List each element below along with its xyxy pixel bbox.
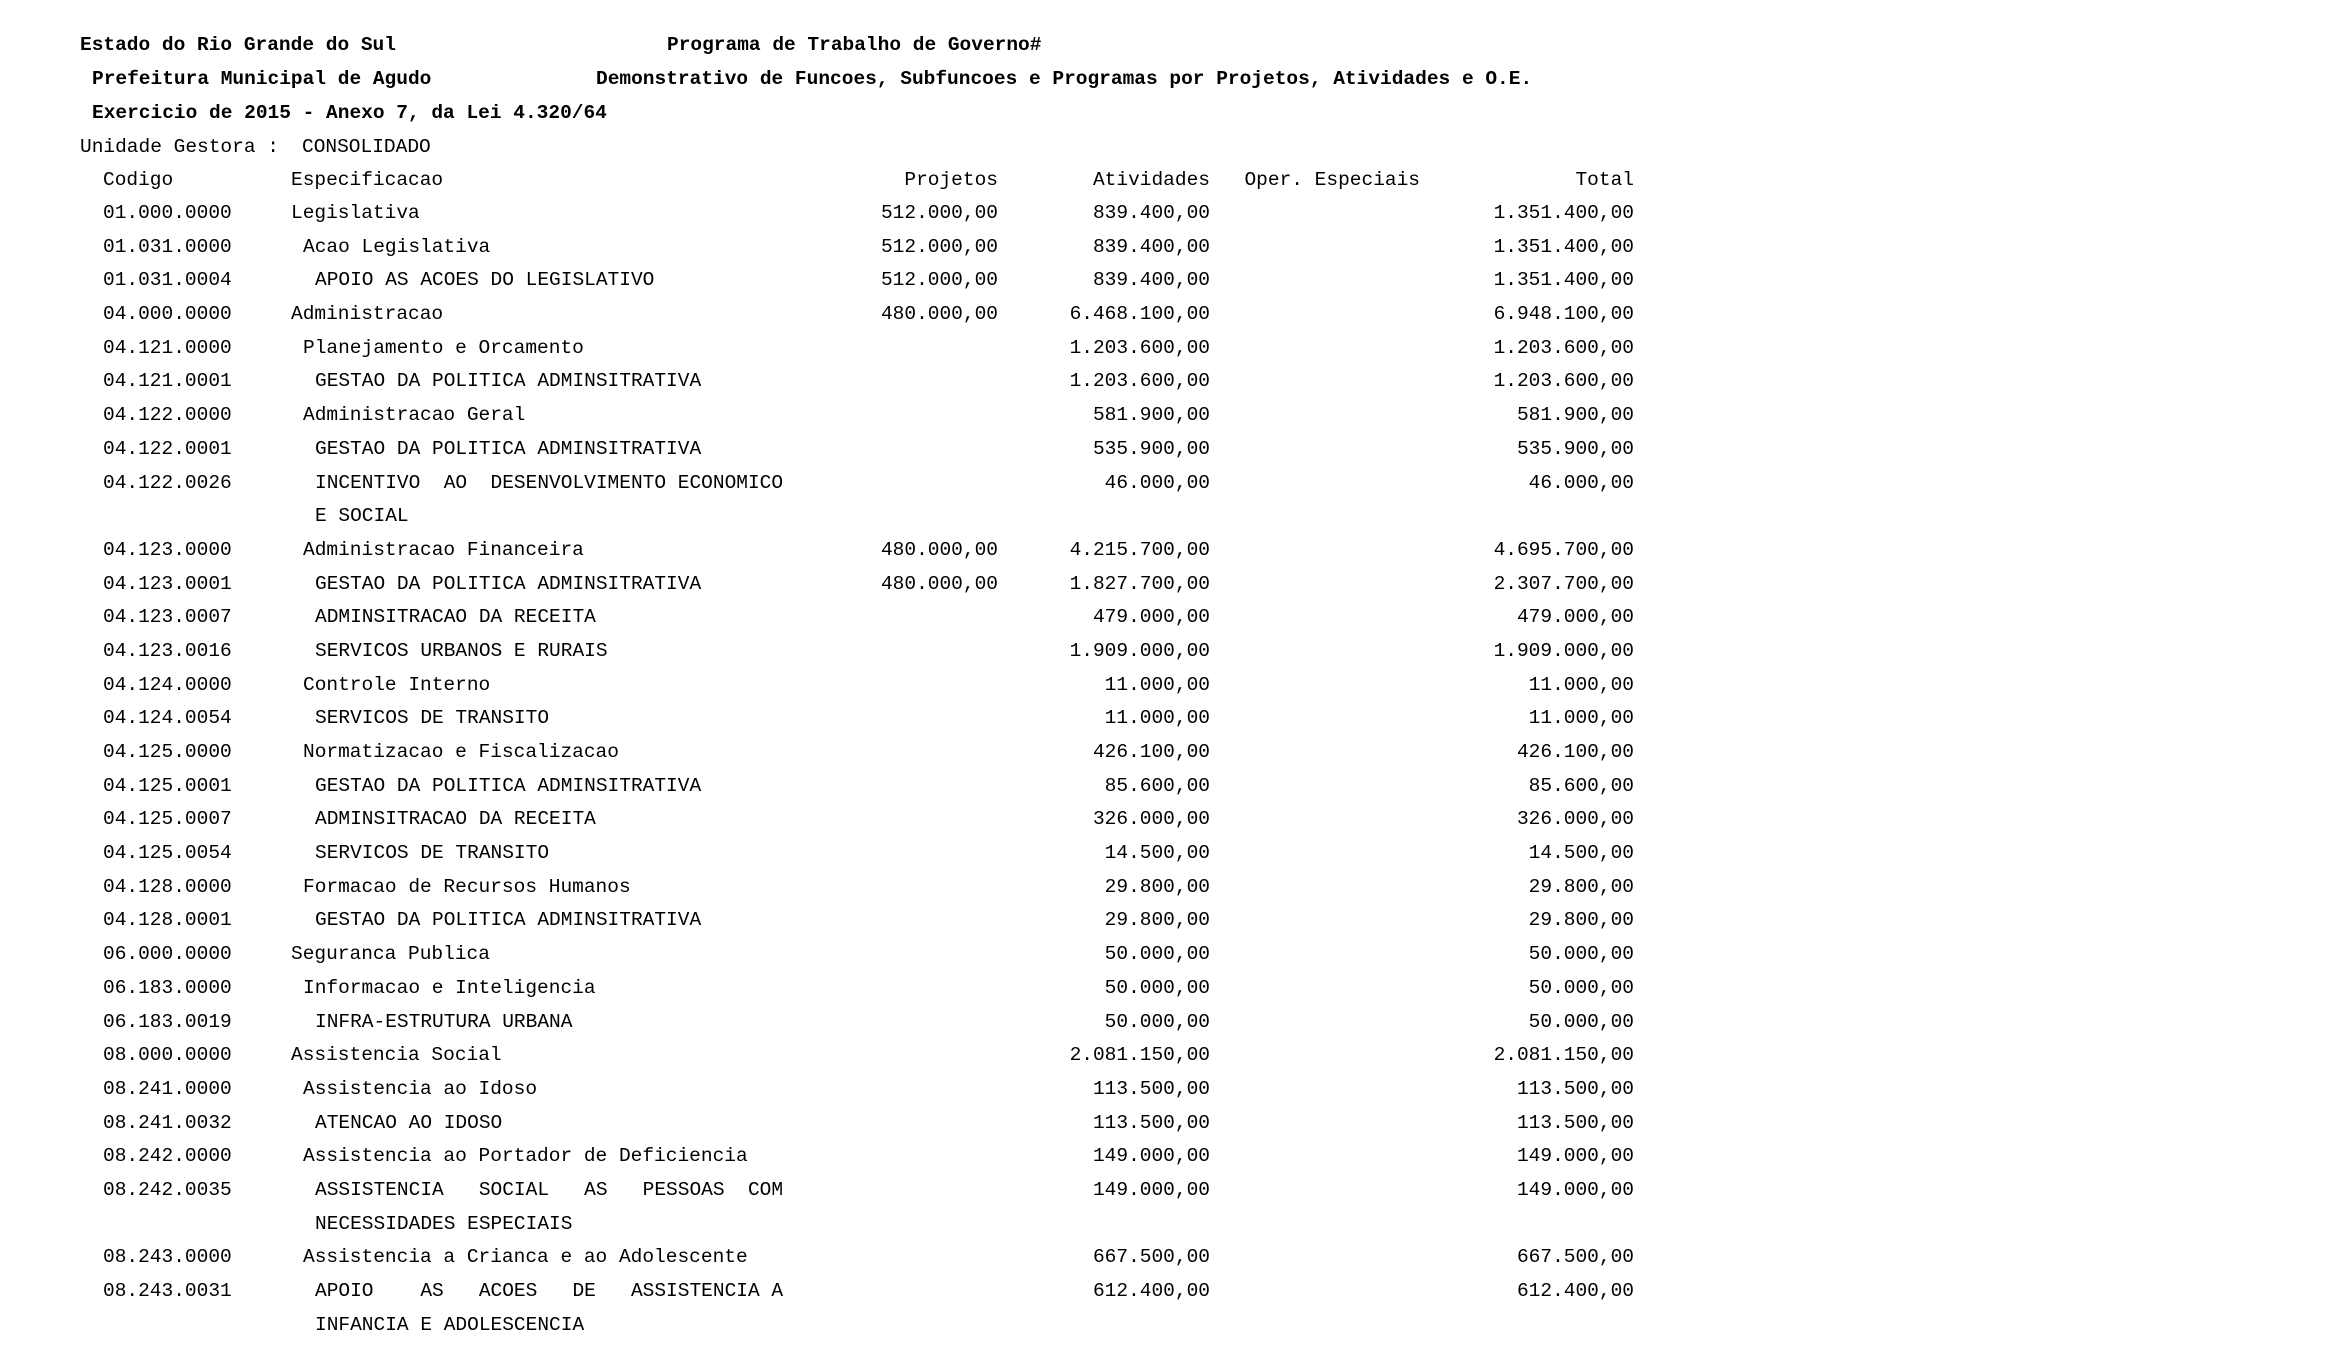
report-subtitle: Demonstrativo de Funcoes, Subfuncoes e Programas por Projetos, Atividades e O.E. [596,68,1533,90]
table-row [0,1107,1700,1141]
row-activities: 149.000,00 [1092,1178,1210,1201]
row-total: 1.203.600,00 [1493,336,1634,359]
row-description: Normatizacao e Fiscalizacao [303,741,619,763]
row-projects: 512.000,00 [880,235,998,258]
table-row [0,601,1700,635]
row-total: 535.900,00 [1516,437,1634,460]
row-code: 04.122.0000 [103,404,232,427]
row-code: 08.000.0000 [103,1044,232,1067]
row-description: Administracao Financeira [303,538,584,561]
row-description: ADMINSITRACAO DA RECEITA [315,606,596,629]
table-row [0,1073,1700,1107]
row-total: 50.000,00 [1528,1010,1634,1033]
row-activities: 14.500,00 [1104,842,1210,865]
row-activities: 29.800,00 [1104,875,1210,898]
exercise-line: Exercicio de 2015 - Anexo 7, da Lei 4.320/64 [92,102,607,124]
row-total: 50.000,00 [1528,943,1634,966]
row-description: Administracao Geral [303,404,526,427]
table-row [0,467,1700,501]
row-activities: 839.400,00 [1092,235,1210,258]
row-code: 04.123.0000 [103,538,232,561]
row-code: 04.000.0000 [103,303,232,326]
row-code: 04.128.0000 [103,875,232,898]
row-total: 113.500,00 [1516,1111,1634,1134]
row-activities: 11.000,00 [1104,707,1210,730]
table-row [0,534,1700,568]
row-description: SERVICOS DE TRANSITO [315,842,550,865]
row-activities: 50.000,00 [1104,976,1210,999]
table-row [0,1241,1700,1275]
row-total: 1.351.400,00 [1493,202,1634,224]
row-code: 08.242.0000 [103,1145,232,1168]
row-total: 426.100,00 [1516,741,1634,763]
row-activities: 1.909.000,00 [1069,639,1210,662]
row-activities: 6.468.100,00 [1069,303,1210,326]
row-description: GESTAO DA POLITICA ADMINSITRATIVA [315,774,702,797]
row-code: 04.122.0026 [103,471,232,494]
row-description: ADMINSITRACAO DA RECEITA [315,808,596,831]
row-total: 1.203.600,00 [1493,370,1634,393]
column-header-code: Codigo [103,169,174,191]
row-total: 581.900,00 [1516,404,1634,427]
row-code: 04.121.0000 [103,336,232,359]
row-description: Planejamento e Orcamento [303,336,584,359]
table-row [0,197,1700,231]
row-description: Administracao [291,303,444,326]
row-total: 29.800,00 [1528,875,1634,898]
table-row [0,298,1700,332]
row-total: 479.000,00 [1516,606,1634,629]
table-row [0,770,1700,804]
row-activities: 612.400,00 [1092,1280,1210,1302]
row-description: APOIO AS ACOES DE ASSISTENCIA A [315,1280,784,1302]
column-header-special-ops: Oper. Especiais [1244,169,1420,191]
row-description: SERVICOS DE TRANSITO [315,707,550,730]
row-description: SERVICOS URBANOS E RURAIS [315,639,608,662]
row-activities: 113.500,00 [1092,1111,1210,1134]
row-description: Controle Interno [303,673,491,696]
row-projects: 480.000,00 [880,572,998,595]
row-description: NECESSIDADES ESPECIAIS [315,1212,573,1235]
table-row [0,669,1700,703]
row-description: APOIO AS ACOES DO LEGISLATIVO [315,269,655,292]
row-projects: 512.000,00 [880,269,998,292]
row-code: 08.241.0000 [103,1077,232,1100]
row-total: 667.500,00 [1516,1246,1634,1269]
row-description: GESTAO DA POLITICA ADMINSITRATIVA [315,572,702,595]
row-activities: 11.000,00 [1104,673,1210,696]
row-description: Assistencia ao Idoso [303,1077,538,1100]
row-activities: 29.800,00 [1104,909,1210,932]
row-code: 01.031.0000 [103,235,232,258]
table-row [0,736,1700,770]
row-code: 08.241.0032 [103,1111,232,1134]
row-description: Assistencia Social [291,1044,502,1067]
row-description: Acao Legislativa [303,235,491,258]
row-code: 04.125.0007 [103,808,232,831]
row-projects: 512.000,00 [880,202,998,224]
table-row [0,568,1700,602]
table-row [0,871,1700,905]
row-code: 04.123.0001 [103,572,232,595]
row-total: 6.948.100,00 [1493,303,1634,326]
program-title: Programa de Trabalho de Governo# [667,34,1042,56]
row-description: E SOCIAL [315,505,409,528]
row-activities: 839.400,00 [1092,202,1210,224]
table-row [0,399,1700,433]
row-description: ATENCAO AO IDOSO [315,1111,503,1134]
row-description: Informacao e Inteligencia [303,976,596,999]
column-header-activities: Atividades [1092,169,1210,191]
row-total: 2.081.150,00 [1493,1044,1634,1067]
table-row [0,938,1700,972]
row-activities: 113.500,00 [1092,1077,1210,1100]
row-code: 04.124.0054 [103,707,232,730]
row-activities: 326.000,00 [1092,808,1210,831]
row-activities: 149.000,00 [1092,1145,1210,1168]
table-row [0,1039,1700,1073]
row-activities: 46.000,00 [1104,471,1210,494]
row-activities: 667.500,00 [1092,1246,1210,1269]
row-code: 01.031.0004 [103,269,232,292]
row-code: 06.183.0019 [103,1010,232,1033]
row-activities: 2.081.150,00 [1069,1044,1210,1067]
row-total: 46.000,00 [1528,471,1634,494]
table-row [0,365,1700,399]
table-row [0,803,1700,837]
row-code: 04.123.0016 [103,639,232,662]
row-activities: 1.203.600,00 [1069,370,1210,393]
row-code: 04.123.0007 [103,606,232,629]
row-activities: 535.900,00 [1092,437,1210,460]
table-row [0,1174,1700,1208]
row-total: 113.500,00 [1516,1077,1634,1100]
row-activities: 581.900,00 [1092,404,1210,427]
row-total: 14.500,00 [1528,842,1634,865]
row-code: 04.122.0001 [103,437,232,460]
row-code: 08.243.0000 [103,1246,232,1269]
unit-value: CONSOLIDADO [302,136,431,158]
row-description: INFANCIA E ADOLESCENCIA [315,1313,585,1336]
row-total: 326.000,00 [1516,808,1634,831]
row-total: 1.909.000,00 [1493,639,1634,662]
municipality-name: Prefeitura Municipal de Agudo [92,68,432,90]
row-projects: 480.000,00 [880,538,998,561]
row-total: 149.000,00 [1516,1178,1634,1201]
row-activities: 479.000,00 [1092,606,1210,629]
table-row [0,904,1700,938]
row-description: GESTAO DA POLITICA ADMINSITRATIVA [315,370,702,393]
row-activities: 426.100,00 [1092,741,1210,763]
row-total: 1.351.400,00 [1493,235,1634,258]
row-activities: 50.000,00 [1104,1010,1210,1033]
table-row [0,433,1700,467]
table-row [0,1140,1700,1174]
table-row [0,332,1700,366]
column-header-projects: Projetos [904,169,998,191]
row-projects: 480.000,00 [880,303,998,326]
row-total: 4.695.700,00 [1493,538,1634,561]
row-code: 04.124.0000 [103,673,232,696]
row-code: 04.128.0001 [103,909,232,932]
state-name: Estado do Rio Grande do Sul [80,34,396,56]
row-activities: 1.827.700,00 [1069,572,1210,595]
row-description: INFRA-ESTRUTURA URBANA [315,1010,573,1033]
row-activities: 50.000,00 [1104,943,1210,966]
row-code: 06.183.0000 [103,976,232,999]
row-total: 2.307.700,00 [1493,572,1634,595]
row-code: 01.000.0000 [103,202,232,224]
row-activities: 85.600,00 [1104,774,1210,797]
table-row [0,1309,1700,1343]
row-total: 612.400,00 [1516,1280,1634,1302]
table-row [0,635,1700,669]
row-description: Assistencia ao Portador de Deficiencia [303,1145,748,1168]
row-code: 08.242.0035 [103,1178,232,1201]
row-activities: 4.215.700,00 [1069,538,1210,561]
table-row [0,264,1700,298]
column-header-total: Total [1575,169,1634,191]
row-activities: 839.400,00 [1092,269,1210,292]
budget-table [0,197,1700,1342]
row-total: 11.000,00 [1528,707,1634,730]
row-code: 06.000.0000 [103,943,232,966]
row-code: 04.125.0001 [103,774,232,797]
row-description: Assistencia a Crianca e ao Adolescente [303,1246,748,1269]
row-description: Legislativa [291,202,420,224]
row-description: ASSISTENCIA SOCIAL AS PESSOAS COM [315,1178,784,1201]
row-code: 04.125.0054 [103,842,232,865]
table-row [0,702,1700,736]
row-total: 1.351.400,00 [1493,269,1634,292]
table-row [0,500,1700,534]
row-code: 08.243.0031 [103,1280,232,1302]
row-total: 11.000,00 [1528,673,1634,696]
row-code: 04.121.0001 [103,370,232,393]
table-row [0,972,1700,1006]
row-description: Formacao de Recursos Humanos [303,875,631,898]
table-row [0,1208,1700,1242]
row-code: 04.125.0000 [103,741,232,763]
row-total: 149.000,00 [1516,1145,1634,1168]
row-total: 85.600,00 [1528,774,1634,797]
table-row [0,1006,1700,1040]
row-total: 50.000,00 [1528,976,1634,999]
row-description: GESTAO DA POLITICA ADMINSITRATIVA [315,909,702,932]
table-row [0,837,1700,871]
unit-label: Unidade Gestora : [80,136,279,158]
row-description: GESTAO DA POLITICA ADMINSITRATIVA [315,437,702,460]
table-row [0,231,1700,265]
row-description: INCENTIVO AO DESENVOLVIMENTO ECONOMICO [315,471,784,494]
row-activities: 1.203.600,00 [1069,336,1210,359]
table-row [0,1275,1700,1309]
row-total: 29.800,00 [1528,909,1634,932]
column-header-spec: Especificacao [291,169,444,191]
row-description: Seguranca Publica [291,943,490,966]
